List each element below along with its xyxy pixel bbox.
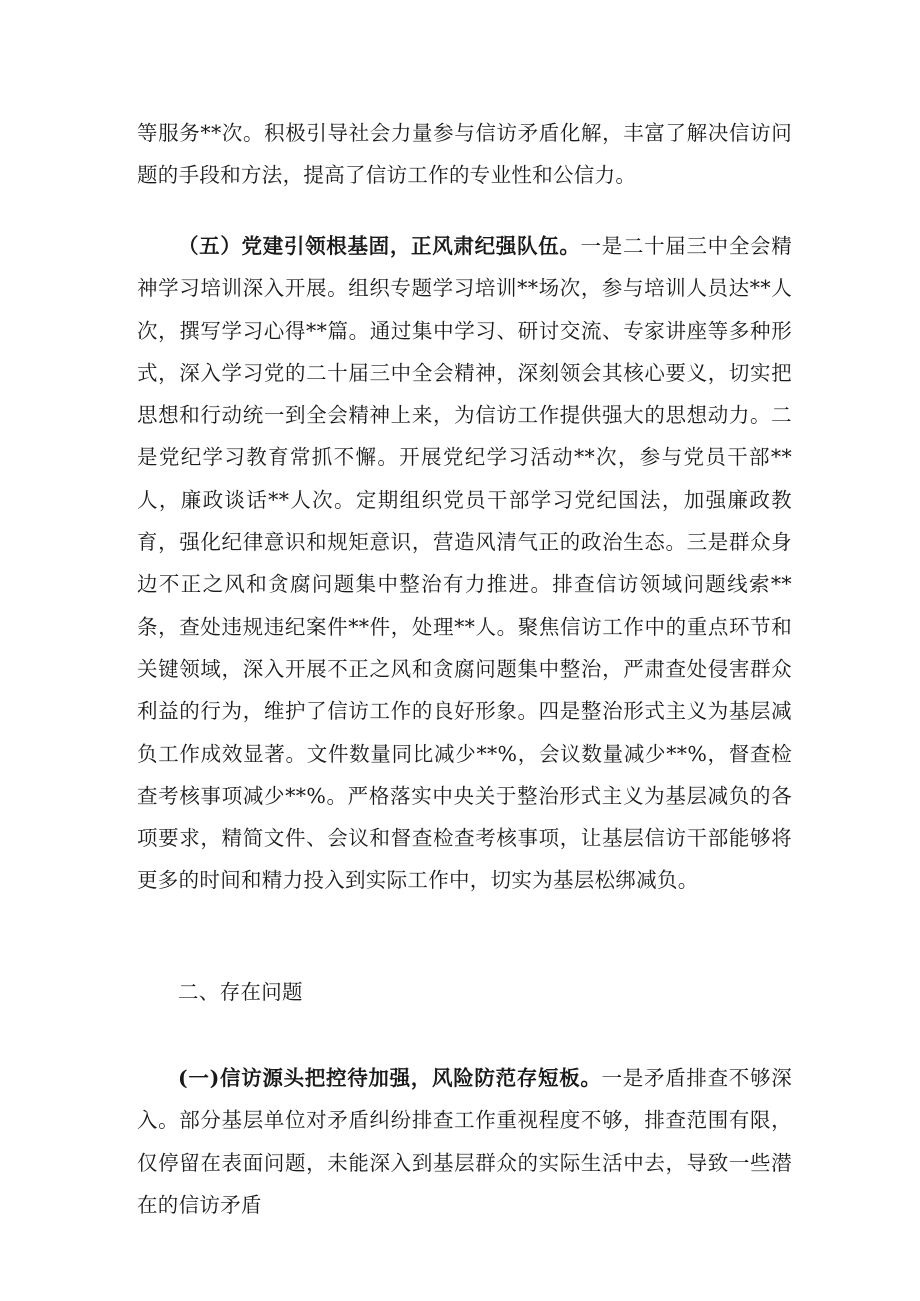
paragraph-text: 等服务**次。积极引导社会力量参与信访矛盾化解，丰富了解决信访问题的手段和方法，提高了信访工作的专业性和公信力。 <box>137 121 792 188</box>
paragraph-source-control <box>137 1057 792 1226</box>
paragraph-services <box>137 112 792 197</box>
section-title: 二、存在问题 <box>178 980 303 1004</box>
paragraph-party-building <box>137 225 792 902</box>
section-heading <box>137 971 792 1013</box>
paragraph-text: 一是矛盾排查不够深入。部分基层单位对矛盾纠纷排查工作重视程度不够，排查范围有限，仅停留在表面问题，未能深入到基层群众的实际生活中去，导致一些潜在的信访矛盾 <box>137 1066 792 1217</box>
paragraph-text: 一是二十届三中全会精神学习培训深入开展。组织专题学习培训**场次，参与培训人员达**人次，撰写学习心得**篇。通过集中学习、研讨交流、专家讲座等多种形式，深入学习党的二十届三中全会精神，深刻领会其核心要义，切实把思想和行动统一到全会精神上来，为信访工作提供强大的思想动力。二是党纪学习教育常抓不懈。开展党纪学习活动**次，参与党员干部**人，廉政谈话**人次。定期组织党员干部学习党纪国法，加强廉政教育，强化纪律意识和规矩意识，营造风清气正的政治生态。三是群众身边不正之风和贪腐问题集中整治有力推进。排查信访领域问题线索**条，查处违规违纪案件**件，处理**人。聚焦信访工作中的重点环节和关键领域，深入开展不正之风和贪腐问题集中整治，严肃查处侵害群众利益的行为，维护了信访工作的良好形象。四是整治形式主义为基层减负工作成效显著。文件数量同比减少**%，会议数量减少**%，督查检查考核事项减少**%。严格落实中央关于整治形式主义为基层减负的各项要求，精简文件、会议和督查检查考核事项，让基层信访干部能够将更多的时间和精力投入到实际工作中，切实为基层松绑减负。 <box>137 234 793 893</box>
paragraph-heading: (一)信访源头把控待加强，风险防范存短板。 <box>178 1066 602 1090</box>
paragraph-heading: （五）党建引领根基固，正风肃纪强队伍。 <box>178 234 581 258</box>
